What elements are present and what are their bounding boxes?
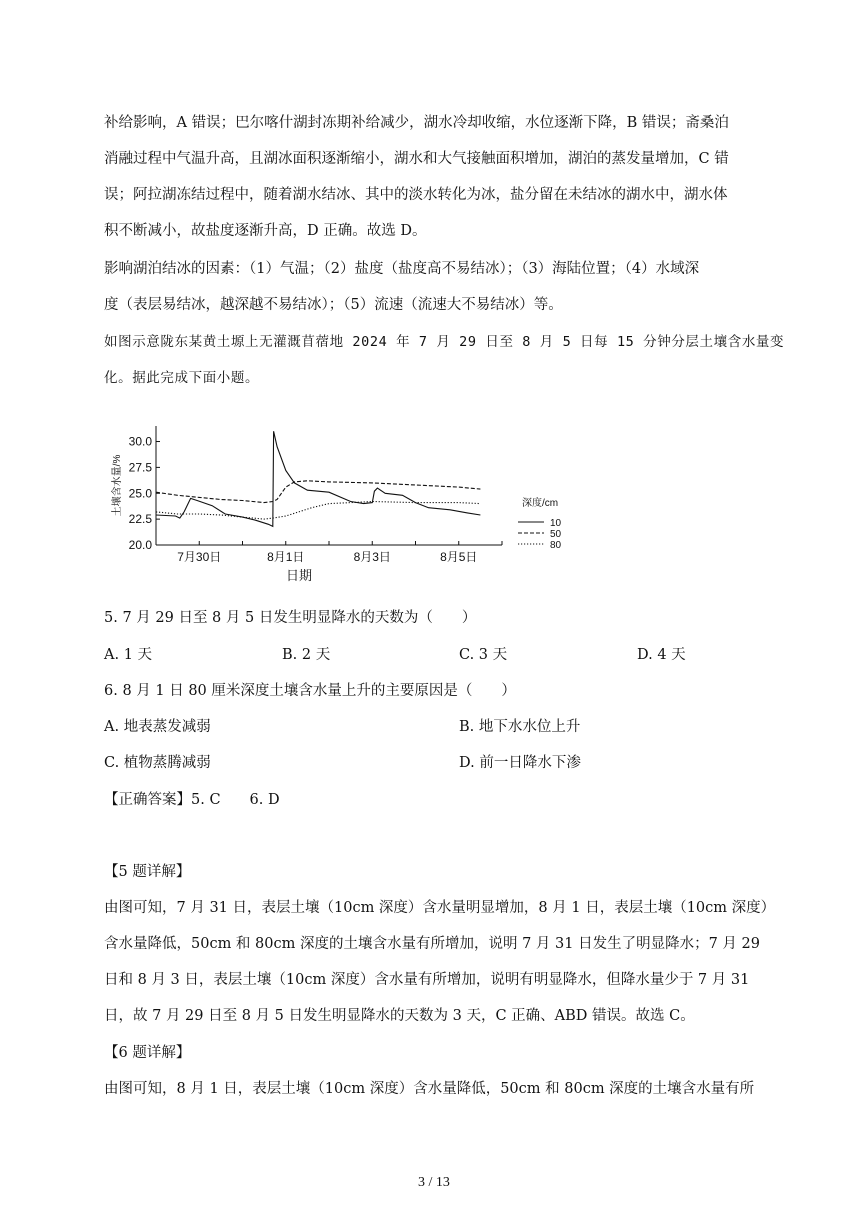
- x-tick-label: 8月3日: [353, 550, 391, 564]
- text-line: 补给影响，A 错误；巴尔喀什湖封冻期补给减少，湖水冷却收缩，水位逐渐下降，B 错误；斋桑泊: [104, 115, 729, 131]
- x-axis-label: 日期: [285, 568, 313, 583]
- x-tick-label: 8月1日: [267, 550, 305, 564]
- text-line: 日，故 7 月 29 日至 8 月 5 日发生明显降水的天数为 3 天，C 正确、ABD 错误。故选 C。: [104, 1008, 695, 1024]
- option-b[interactable]: B. 2 天: [282, 647, 331, 663]
- legend-label: 80: [550, 540, 562, 551]
- option-a[interactable]: A. 1 天: [104, 647, 153, 663]
- page-number: 3 / 13: [418, 1175, 450, 1190]
- option-d[interactable]: D. 前一日降水下渗: [459, 755, 581, 771]
- text-line: 如图示意陇东某黄土塬上无灌溉苜蓿地 2024 年 7 月 29 日至 8 月 5 日每 15 分钟分层土壤含水量变: [104, 334, 785, 350]
- legend-label: 10: [550, 518, 562, 529]
- option-d[interactable]: D. 4 天: [637, 647, 686, 663]
- y-tick-label: 25.0: [128, 486, 152, 501]
- series-line-10: [156, 431, 480, 526]
- text-line: 误；阿拉湖冻结过程中，随着湖水结冰、其中的淡水转化为冰，盐分留在未结冰的湖水中，湖水体: [104, 187, 728, 203]
- text-line: 含水量降低，50cm 和 80cm 深度的土壤含水量有所增加，说明 7 月 31 日发生了明显降水；7 月 29: [104, 936, 760, 952]
- option-c[interactable]: C. 3 天: [459, 647, 508, 663]
- question-stem: 5. 7 月 29 日至 8 月 5 日发生明显降水的天数为（ ）: [104, 610, 477, 626]
- x-tick-label: 7月30日: [177, 550, 222, 564]
- soil-moisture-chart: [104, 418, 604, 588]
- legend-title: 深度/cm: [522, 498, 559, 509]
- y-tick-label: 20.0: [128, 538, 152, 552]
- y-tick-label: 30.0: [128, 434, 152, 449]
- y-tick-label: 27.5: [128, 460, 152, 475]
- text-line: 由图可知，7 月 31 日，表层土壤（10cm 深度）含水量明显增加，8 月 1 日，表层土壤（10cm 深度）: [104, 900, 776, 916]
- chart-legend: [518, 496, 562, 551]
- y-axis-label: 土壤含水量/%: [112, 454, 123, 517]
- y-tick-label: 22.5: [128, 512, 152, 527]
- text-line: 积不断减小，故盐度逐渐升高，D 正确。故选 D。: [104, 223, 427, 239]
- text-line: 影响湖泊结冰的因素：（1）气温；（2）盐度（盐度高不易结冰）；（3）海陆位置；（4）水域深: [104, 261, 700, 277]
- text-line: 度（表层易结冰，越深越不易结冰）；（5）流速（流速大不易结冰）等。: [104, 297, 563, 313]
- chart-lines: [156, 431, 480, 526]
- option-b[interactable]: B. 地下水水位上升: [459, 719, 581, 735]
- series-line-80: [156, 502, 480, 520]
- detail-heading: 【5 题详解】: [104, 864, 191, 880]
- answer-key: 【正确答案】5. C 6. D: [104, 792, 280, 808]
- x-tick-label: 8月5日: [440, 550, 478, 564]
- text-line: 由图可知，8 月 1 日，表层土壤（10cm 深度）含水量降低，50cm 和 80cm 深度的土壤含水量有所: [104, 1081, 755, 1097]
- chart-axes: [110, 426, 502, 583]
- question-stem: 6. 8 月 1 日 80 厘米深度土壤含水量上升的主要原因是（ ）: [104, 683, 516, 699]
- text-line: 日和 8 月 3 日，表层土壤（10cm 深度）含水量有所增加，说明有明显降水，但降水量少于 7 月 31: [104, 972, 750, 988]
- legend-label: 50: [550, 529, 562, 540]
- text-line: 化。据此完成下面小题。: [104, 370, 260, 386]
- detail-heading: 【6 题详解】: [104, 1045, 191, 1061]
- option-c[interactable]: C. 植物蒸腾减弱: [104, 755, 211, 771]
- text-line: 消融过程中气温升高，且湖冰面积逐渐缩小，湖水和大气接触面积增加，湖泊的蒸发量增加，C 错: [104, 151, 729, 167]
- option-a[interactable]: A. 地表蒸发减弱: [104, 719, 211, 735]
